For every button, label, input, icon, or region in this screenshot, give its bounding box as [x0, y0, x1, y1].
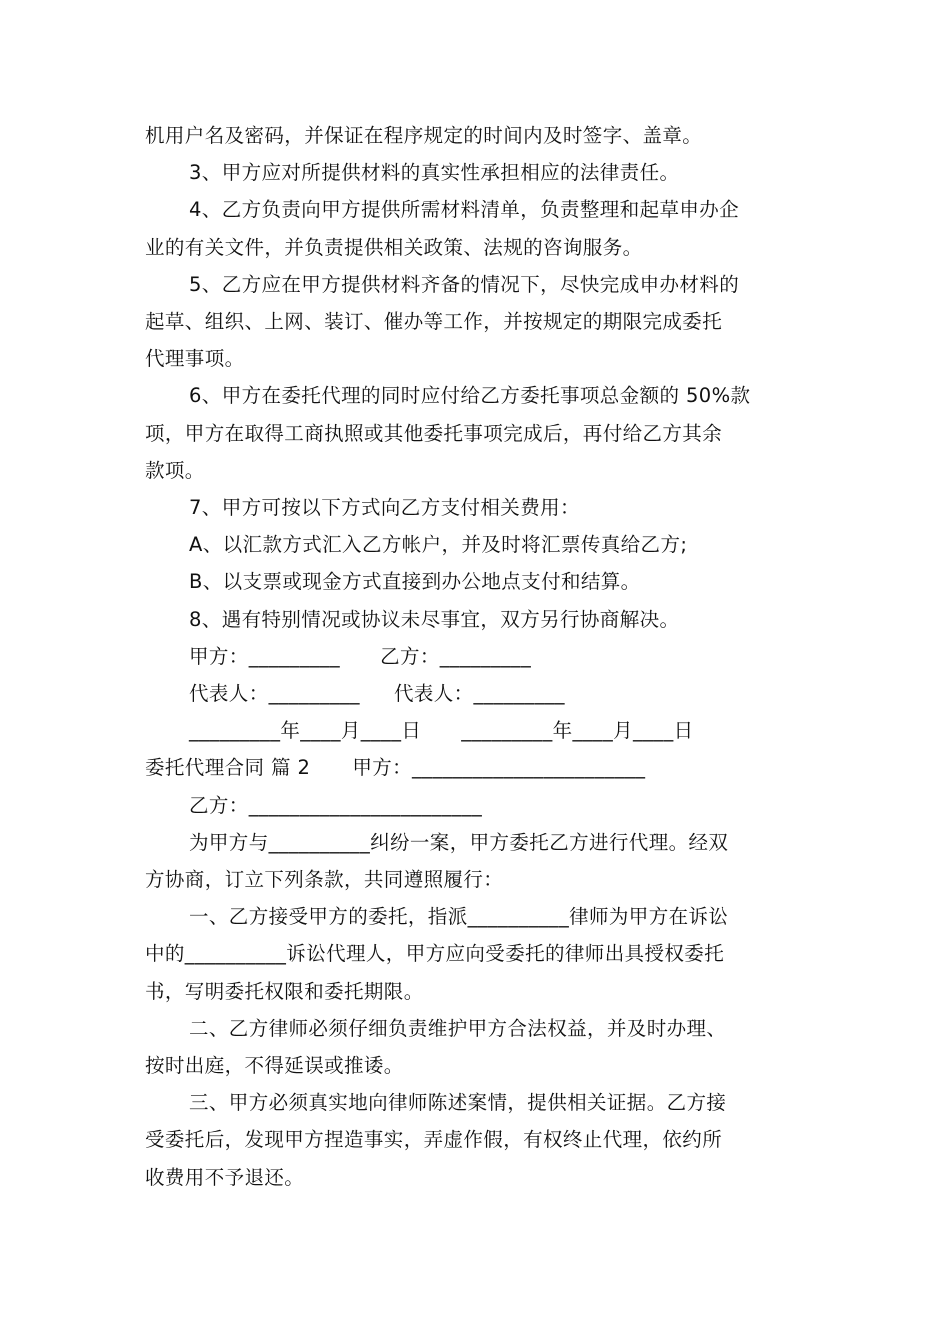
clause-5: 5、乙方应在甲方提供材料齐备的情况下，尽快完成申办材料的	[189, 272, 740, 296]
text-line: 代理事项。	[145, 347, 245, 371]
text-line: 起草、组织、上网、装订、催办等工作，并按规定的期限完成委托	[145, 310, 723, 334]
party-b-date: _________年____月____日	[461, 719, 694, 743]
clause-4: 4、乙方负责向甲方提供所需材料清单，负责整理和起草申办企	[189, 198, 740, 222]
party-a-date: _________年____月____日	[189, 719, 422, 743]
party-b-signature: 乙方：_________	[380, 644, 532, 668]
contract-2-header-line	[145, 749, 810, 786]
payment-option-b: B、以支票或现金方式直接到办公地点支付和结算。	[189, 570, 641, 594]
text-line: 项，甲方在取得工商执照或其他委托事项完成后，再付给乙方其余	[145, 421, 723, 445]
text-line: 书，写明委托权限和委托期限。	[145, 979, 424, 1003]
article-1: 一、乙方接受甲方的委托，指派__________律师为甲方在诉讼	[189, 905, 729, 929]
clause-3: 3、甲方应对所提供材料的真实性承担相应的法律责任。	[189, 161, 680, 185]
party-a-field: 甲方：_______________________	[352, 756, 646, 780]
section-title: 委托代理合同 篇 2	[145, 756, 311, 780]
text-line: 中的__________诉讼代理人，甲方应向受委托的律师出具授权委托	[145, 942, 725, 966]
article-2: 二、乙方律师必须仔细负责维护甲方合法权益，并及时办理、	[189, 1016, 727, 1040]
signature-representative-line	[145, 675, 810, 712]
text-line: 收费用不予退还。	[145, 1165, 305, 1189]
party-a-representative: 代表人：_________	[189, 682, 360, 706]
text-line: 业的有关文件，并负责提供相关政策、法规的咨询服务。	[145, 235, 643, 259]
text-line: 机用户名及密码，并保证在程序规定的时间内及时签字、盖章。	[145, 124, 703, 147]
text-line: 受委托后，发现甲方捏造事实，弄虚作假，有权终止代理，依约所	[145, 1128, 723, 1152]
clause-8: 8、遇有特别情况或协议未尽事宜，双方另行协商解决。	[189, 607, 680, 631]
text-line: 款项。	[145, 458, 205, 482]
signature-party-line	[145, 638, 810, 675]
text-line: 按时出庭，不得延误或推诿。	[145, 1054, 404, 1078]
signature-date-line	[145, 712, 810, 749]
clause-6: 6、甲方在委托代理的同时应付给乙方委托事项总金额的 50%款	[189, 384, 751, 408]
article-3: 三、甲方必须真实地向律师陈述案情，提供相关证据。乙方接	[189, 1091, 727, 1115]
document-body	[145, 117, 810, 1196]
party-b-field: 乙方：_______________________	[189, 793, 483, 817]
clause-7: 7、甲方可按以下方式向乙方支付相关费用：	[189, 496, 580, 520]
text-line: 方协商，订立下列条款，共同遵照履行：	[145, 868, 504, 892]
party-b-representative: 代表人：_________	[393, 682, 565, 706]
preamble: 为甲方与__________纠纷一案，甲方委托乙方进行代理。经双	[189, 830, 729, 854]
payment-option-a: A、以汇款方式汇入乙方帐户，并及时将汇票传真给乙方;	[189, 533, 688, 557]
party-a-signature: 甲方：_________	[189, 644, 341, 668]
